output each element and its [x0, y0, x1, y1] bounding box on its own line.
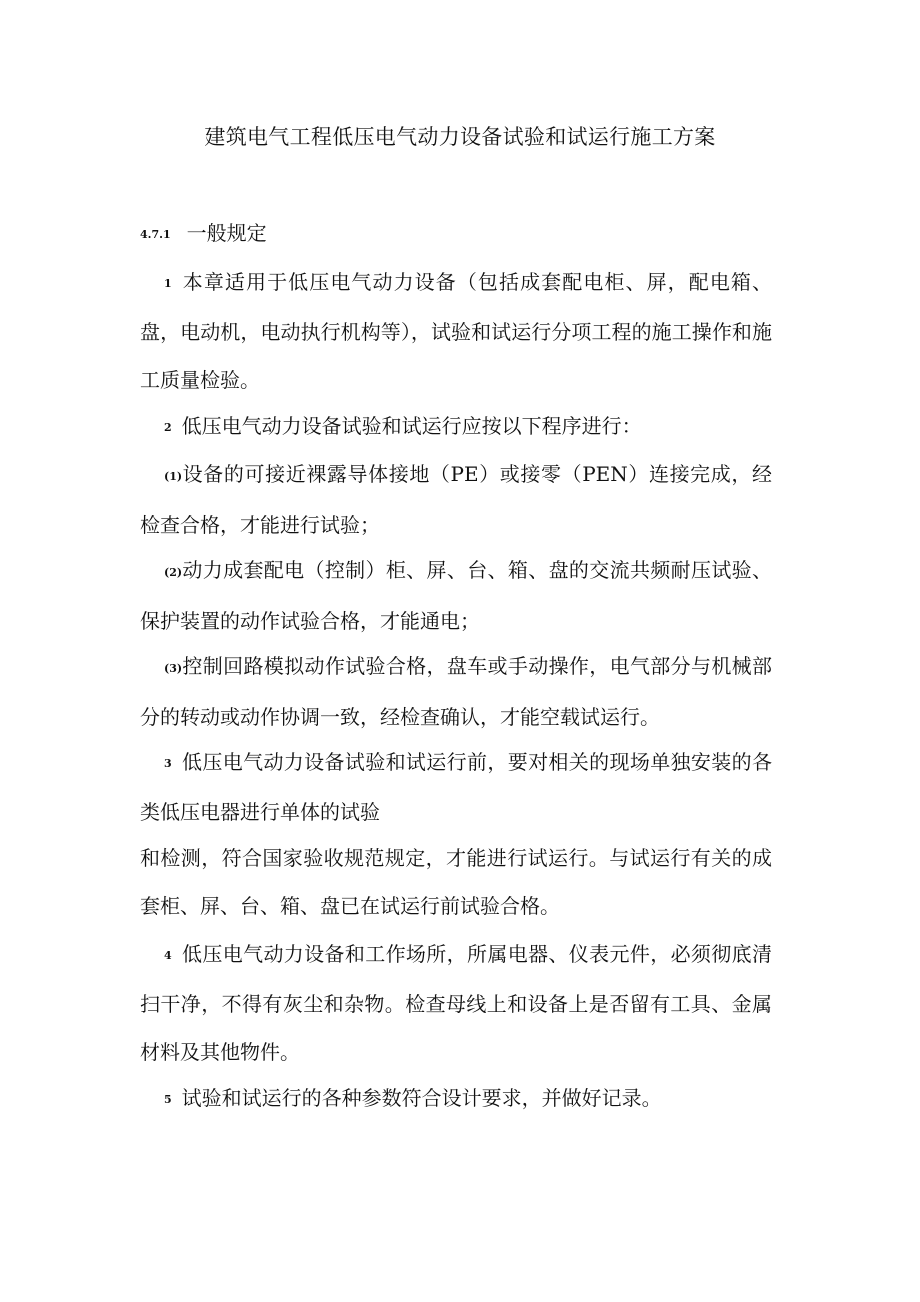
- clause-text: 低压电气动力设备试验和试运行应按以下程序进行：: [181, 414, 642, 438]
- clause-3-continued: [140, 834, 772, 930]
- clause-5: [140, 1074, 772, 1124]
- clause-number: 4: [164, 949, 172, 962]
- clause-2: [140, 402, 772, 452]
- sub-clause-2: [140, 546, 772, 645]
- clause-number: 3: [164, 757, 172, 770]
- sub-clause-number: (3): [164, 662, 183, 675]
- sub-clause-number: (2): [164, 566, 183, 579]
- sub-clause-number: (1): [164, 470, 183, 483]
- section-heading: [140, 218, 267, 250]
- sub-clause-3: [140, 642, 772, 741]
- clause-number: 5: [164, 1093, 172, 1106]
- sub-clause-text: 控制回路模拟动作试验合格，盘车或手动操作，电气部分与机械部分的转动或动作协调一致，经检查确认，才能空载试运行。: [140, 654, 772, 729]
- sub-clause-text: 动力成套配电（控制）柜、屏、台、箱、盘的交流共频耐压试验、保护装置的动作试验合格，才能通电；: [140, 558, 772, 633]
- clause-4: [140, 930, 772, 1076]
- clause-text: 本章适用于低压电气动力设备（包括成套配电柜、屏，配电箱、盘，电动机，电动执行机构等），试验和试运行分项工程的施工操作和施工质量检验。: [140, 270, 772, 392]
- sub-clause-text: 设备的可接近裸露导体接地（PE）或接零（PEN）连接完成，经检查合格，才能进行试验；: [140, 462, 772, 537]
- clause-number: 2: [164, 421, 172, 434]
- clause-text: 低压电气动力设备和工作场所，所属电器、仪表元件，必须彻底清扫干净，不得有灰尘和杂物。检查母线上和设备上是否留有工具、金属材料及其他物件。: [140, 942, 772, 1064]
- clause-text: 试验和试运行的各种参数符合设计要求，并做好记录。: [181, 1086, 662, 1110]
- clause-text: 低压电气动力设备试验和试运行前，要对相关的现场单独安装的各类低压电器进行单体的试验: [140, 750, 772, 824]
- document-title: 建筑电气工程低压电气动力设备试验和试运行施工方案: [204, 125, 716, 149]
- clause-text: 和检测，符合国家验收规范规定，才能进行试运行。与试运行有关的成套柜、屏、台、箱、盘已在试运行前试验合格。: [140, 846, 772, 918]
- section-title: 一般规定: [186, 221, 267, 245]
- clause-number: 1: [164, 277, 172, 290]
- clause-3: [140, 738, 772, 836]
- sub-clause-1: [140, 450, 772, 549]
- clause-1: [140, 258, 772, 404]
- section-number: 4.7.1: [140, 228, 171, 241]
